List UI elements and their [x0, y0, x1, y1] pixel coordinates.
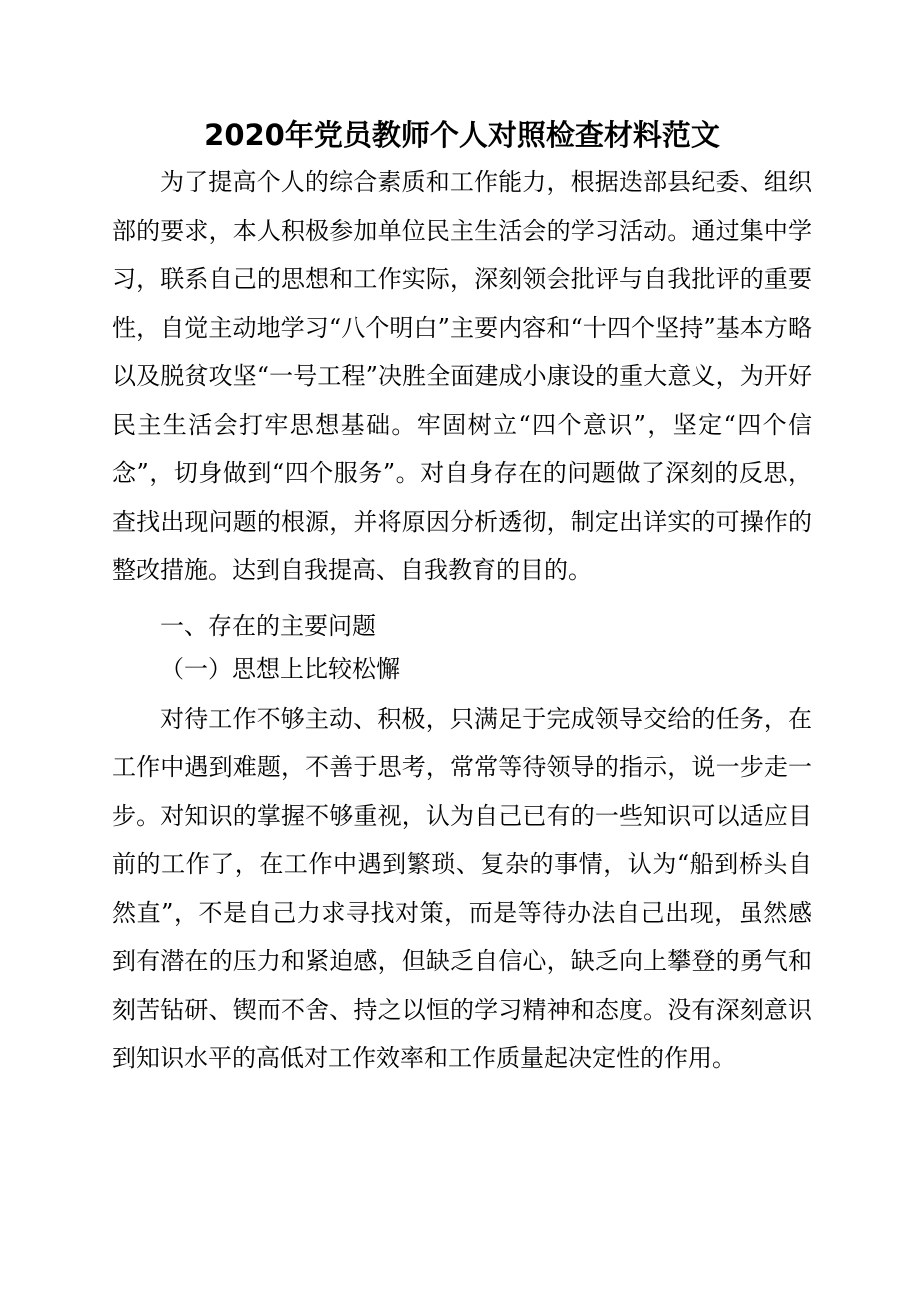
body-paragraph: 对待工作不够主动、积极，只满足于完成领导交给的任务，在工作中遇到难题，不善于思考，常常等待领导的指示，说一步走一步。对知识的掌握不够重视，认为自己已有的一些知识可以适应目前的工作了，在工作中遇到繁琐、复杂的事情，认为“船到桥头自然直”，不是自己力求寻找对策，而是等待办法自己出现，虽然感到有潜在的压力和紧迫感，但缺乏自信心，缺乏向上攀登的勇气和刻苦钻研、锲而不舍、持之以恒的学习精神和态度。没有深刻意识到知识水平的高低对工作效率和工作质量起决定性的作用。 [112, 704, 812, 1072]
document-page [112, 112, 812, 1083]
intro-paragraph: 为了提高个人的综合素质和工作能力，根据迭部县纪委、组织部的要求，本人积极参加单位民主生活会的学习活动。通过集中学习，联系自己的思想和工作实际，深刻领会批评与自我批评的重要性，自觉主动地学习“八个明白”主要内容和“十四个坚持”基本方略以及脱贫攻坚“一号工程”决胜全面建成小康设的重大意义，为开好民主生活会打牢思想基础。牢固树立“四个意识”，坚定“四个信念”，切身做到“四个服务”。对自身存在的问题做了深刻的反思，查找出现问题的根源，并将原因分析透彻，制定出详实的可操作的整改措施。达到自我提高、自我教育的目的。 [112, 168, 812, 584]
subsection-heading: （一）思想上比较松懈 [160, 654, 400, 683]
section-heading: 一、存在的主要问题 [160, 611, 376, 640]
document-title: 2020年党员教师个人对照检查材料范文 [204, 118, 720, 152]
